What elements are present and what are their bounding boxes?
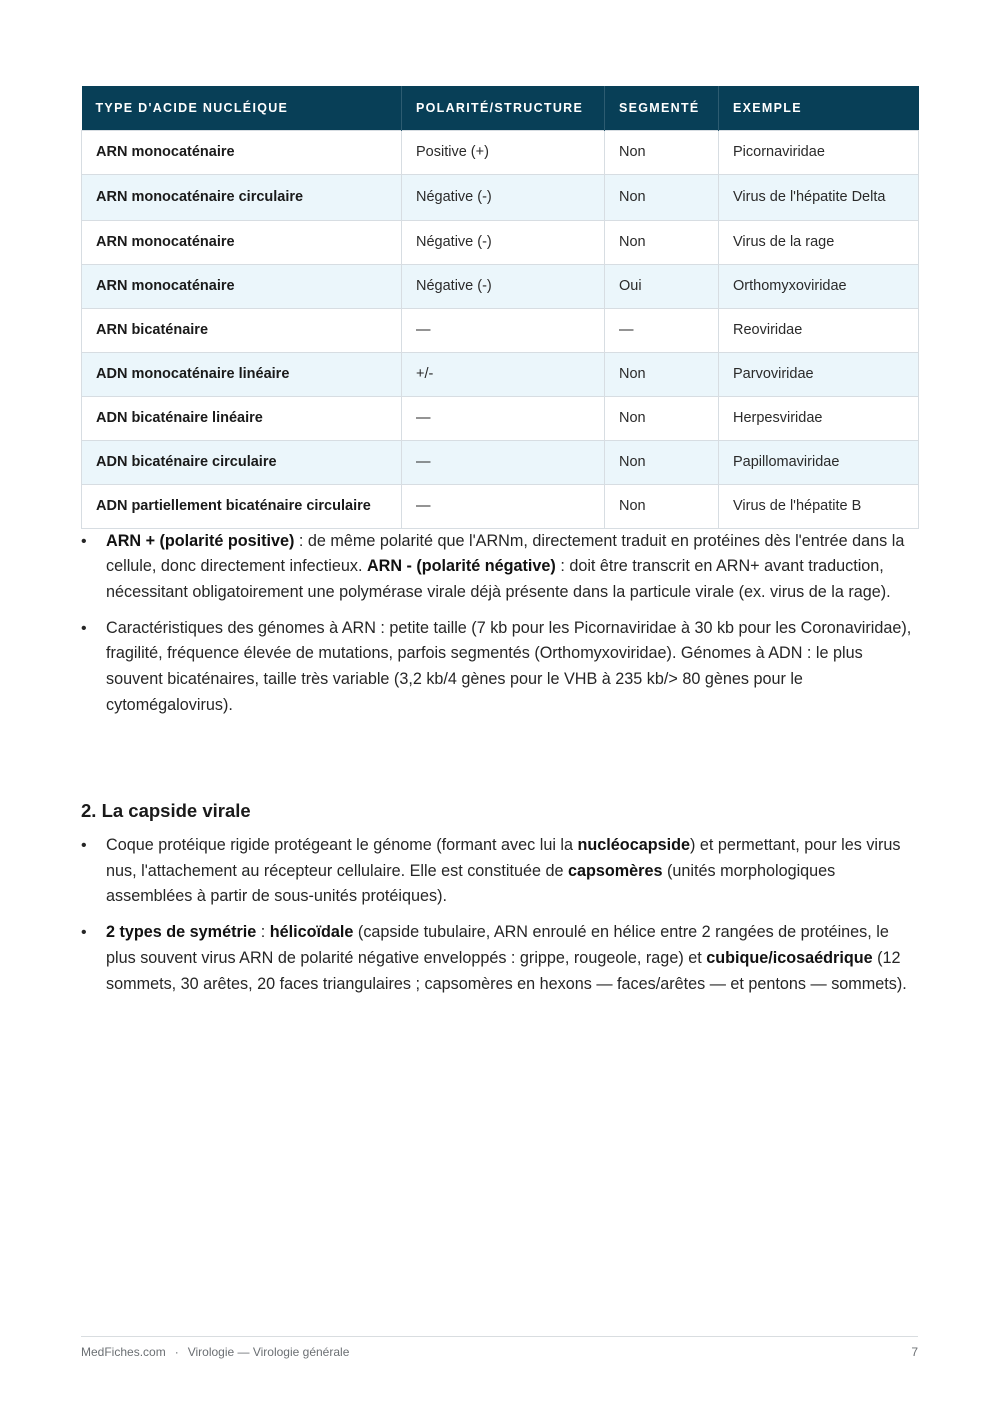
- header-segmented: SEGMENTÉ: [605, 86, 719, 130]
- cell-polarity: —: [402, 484, 605, 528]
- bullet-icon: •: [81, 924, 87, 942]
- body-text: ) et permettant, pour les virus nus, l'attachement au récepteur cellulaire. Elle est constituée de: [106, 836, 901, 880]
- nucleic-acid-table: [81, 86, 919, 529]
- cell-segmented: Non: [605, 130, 719, 174]
- cell-polarity: Négative (-): [402, 264, 605, 308]
- cell-example: Virus de la rage: [719, 220, 919, 264]
- body-text: :: [256, 923, 270, 942]
- list-item: [81, 833, 918, 910]
- cell-type: ARN bicaténaire: [82, 308, 402, 352]
- table-row: [82, 396, 919, 440]
- body-text: : doit être transcrit en ARN+ avant traduction, nécessitant obligatoirement une polymérase virale déjà présente dans la particule virale (ex. virus de la rage).: [106, 557, 891, 601]
- cell-example: Papillomaviridae: [719, 440, 919, 484]
- header-polarity: POLARITÉ/STRUCTURE: [402, 86, 605, 130]
- bold-term: nucléocapside: [577, 836, 690, 854]
- cell-segmented: Non: [605, 484, 719, 528]
- cell-type: ARN monocaténaire: [82, 220, 402, 264]
- cell-example: Virus de l'hépatite B: [719, 484, 919, 528]
- capsid-bullet-list: [81, 833, 918, 1007]
- list-item: [81, 920, 918, 997]
- cell-polarity: —: [402, 308, 605, 352]
- table-row: [82, 484, 919, 528]
- body-text: (capside tubulaire, ARN enroulé en hélice entre 2 rangées de protéines, le plus souvent virus ARN de polarité négative enveloppés : grippe, rougeole, rage) et: [106, 923, 889, 967]
- list-item: [81, 529, 918, 606]
- cell-example: Reoviridae: [719, 308, 919, 352]
- footer-breadcrumb: Virologie — Virologie générale: [187, 1345, 350, 1359]
- footer-separator: ·: [174, 1345, 179, 1359]
- body-text: Coque protéique rigide protégeant le génome (formant avec lui la: [106, 836, 578, 854]
- cell-type: ADN bicaténaire circulaire: [82, 440, 402, 484]
- body-text: : de même polarité que l'ARNm, directement traduit en protéines dès l'entrée dans la cellule, donc directement infectieux.: [106, 531, 905, 576]
- page-number: 7: [911, 1345, 918, 1359]
- table-row: [82, 440, 919, 484]
- page-footer: [81, 1336, 918, 1359]
- page-content: [81, 86, 918, 993]
- table-row: [82, 264, 919, 308]
- cell-segmented: Non: [605, 396, 719, 440]
- bold-term: ARN - (polarité négative): [366, 557, 556, 576]
- bold-term: cubique/icosaédrique: [706, 948, 873, 967]
- cell-polarity: —: [402, 440, 605, 484]
- bold-term: capsomères: [568, 861, 663, 880]
- cell-type: ARN monocaténaire: [82, 130, 402, 174]
- header-example: EXEMPLE: [719, 86, 919, 130]
- cell-polarity: Négative (-): [402, 174, 605, 220]
- cell-type: ADN bicaténaire linéaire: [82, 396, 402, 440]
- cell-segmented: Oui: [605, 264, 719, 308]
- cell-polarity: —: [402, 396, 605, 440]
- bullet-icon: •: [81, 837, 87, 854]
- cell-type: ADN monocaténaire linéaire: [82, 352, 402, 396]
- cell-example: Virus de l'hépatite Delta: [719, 174, 919, 220]
- cell-example: Picornaviridae: [719, 130, 919, 174]
- cell-segmented: —: [605, 308, 719, 352]
- table-header-row: [82, 86, 919, 130]
- header-type: TYPE D'ACIDE NUCLÉIQUE: [82, 86, 402, 130]
- list-item: [81, 616, 918, 719]
- cell-segmented: Non: [605, 174, 719, 220]
- bullet-icon: •: [81, 619, 87, 637]
- cell-segmented: Non: [605, 440, 719, 484]
- cell-segmented: Non: [605, 220, 719, 264]
- table-row: [82, 130, 919, 174]
- cell-example: Orthomyxoviridae: [719, 264, 919, 308]
- cell-type: ARN monocaténaire: [82, 264, 402, 308]
- cell-type: ARN monocaténaire circulaire: [82, 174, 402, 220]
- genome-bullet-list: [81, 529, 918, 719]
- cell-polarity: Positive (+): [402, 130, 605, 174]
- table-row: [82, 220, 919, 264]
- body-text: Caractéristiques des génomes à ARN : petite taille (7 kb pour les Picornaviridae à 30 kb pour les Coronaviridae), fragilité, fréquence élevée de mutations, parfois segmentés (Orthomyxoviridae). Génomes à ADN : le plus souvent bicaténaires, taille très variable (3,2 kb/4 gènes pour le VHB à 235 kb/> 80 gènes pour le cytomégalovirus).: [106, 618, 912, 714]
- bold-term: ARN + (polarité positive): [106, 531, 295, 550]
- table-row: [82, 352, 919, 396]
- cell-example: Herpesviridae: [719, 396, 919, 440]
- footer-site: MedFiches.com: [81, 1345, 166, 1359]
- cell-segmented: Non: [605, 352, 719, 396]
- cell-example: Parvoviridae: [719, 352, 919, 396]
- cell-type: ADN partiellement bicaténaire circulaire: [82, 484, 402, 528]
- cell-polarity: Négative (-): [402, 220, 605, 264]
- table-row: [82, 174, 919, 220]
- bold-term: hélicoïdale: [269, 923, 354, 942]
- bold-term: 2 types de symétrie: [106, 923, 257, 942]
- table-row: [82, 308, 919, 352]
- body-text: (12 sommets, 30 arêtes, 20 faces triangulaires ; capsomères en hexons — faces/arêtes — et pentons — sommets).: [106, 948, 907, 993]
- cell-polarity: +/-: [402, 352, 605, 396]
- bullet-icon: •: [81, 532, 87, 550]
- footer-left: [81, 1345, 349, 1359]
- section-heading: 2. La capside virale: [81, 800, 251, 821]
- body-text: (unités morphologiques assemblées à partir de sous-unités protéiques).: [106, 861, 836, 906]
